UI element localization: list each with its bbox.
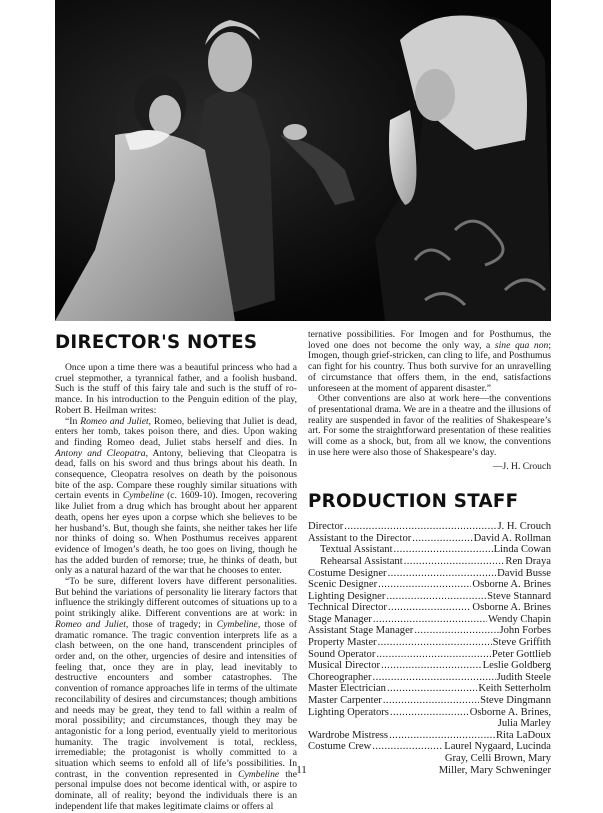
notes-paragraph: [308, 394, 551, 458]
staff-name: Keith Setterholm: [478, 683, 551, 695]
production-staff-heading: PRODUCTION STAFF: [308, 490, 519, 513]
signature: —J. H. Crouch: [492, 461, 551, 473]
leader-dots: [372, 741, 443, 753]
italic-title: Cymbeline: [216, 618, 258, 630]
staff-row: [308, 707, 551, 719]
staff-role: Stage Manager: [308, 613, 372, 625]
staff-row: [308, 730, 551, 742]
staff-row: [308, 614, 551, 626]
leader-dots: [373, 614, 487, 626]
staff-name: Ren Draya: [505, 555, 551, 567]
text-run: ; Imogen, though grief-stricken, can cling to life, and Posthumus can fight for his country. Thus both survive for an unravelling of circumstance that offers them, in the end, satisfactions unforeseen at the moment of apparent disaster.”: [308, 339, 551, 394]
staff-name: Steve Dingmann: [480, 695, 551, 707]
staff-name: J. H. Crouch: [497, 521, 551, 533]
leader-dots: [394, 544, 493, 556]
directors-notes-body: [55, 363, 297, 813]
leader-dots: [378, 579, 471, 591]
staff-role: Choreographer: [308, 671, 372, 683]
leader-dots: [376, 649, 490, 661]
staff-name: Judith Steele: [496, 671, 551, 683]
leader-dots: [387, 683, 477, 695]
staff-row: [308, 533, 551, 545]
text-run: , Antony, believing that Cleopatra is dead, falls on his sword and thus brings about his death. In consequence, Cleopatra resolves on death by the poisonous bite of the asp. Compare these roughly similar situations with certain events in: [55, 447, 297, 502]
leader-dots: [344, 521, 496, 533]
leader-dots: [414, 625, 498, 637]
staff-name: David A. Rollman: [473, 532, 551, 544]
staff-role: Sound Operator: [308, 648, 376, 660]
staff-name: Leslie Goldberg: [482, 660, 551, 672]
staff-row: [308, 602, 551, 614]
notes-paragraph: [55, 363, 297, 417]
text-run: ternative possibilities. For Imogen and for Posthumus, the loved one does not become the only way, a: [308, 329, 551, 351]
staff-name-continued: Gray, Celli Brown, Mary: [444, 753, 551, 765]
text-run: Other conventions are also at work here—the conventions of presentational drama. We are in a theatre and the illusions of reality are suspended in favor of the realities of Shakespeare’s art. For some the straightforward presentation of these realities will come as a shock, but, from all we know, the conventions in use here were also those of Shakespeare’s day.: [308, 393, 551, 458]
text-run: (c. 1609-10). Imogen, recovering like Juliet from a drug which has brought about her apparent death, opens her eyes upon a corpse which she believes to be her husband’s. But, though she faints, she neither takes her life nor thinks of doing so. When Posthumus receives apparent evidence of Imogen’s death, he too goes on living, though he has the added burden of remorse; true, he thinks of death, but only as a natural hazard of the war that he chooses to enter.: [55, 490, 297, 577]
staff-name: Rita LaDoux: [495, 729, 551, 741]
staff-name: Osborne A. Brines: [472, 602, 551, 614]
leader-dots: [412, 533, 472, 545]
italic-title: Romeo and Juliet: [55, 618, 126, 630]
italic-title: Romeo and Juliet: [80, 415, 149, 427]
text-run: “To be sure, different lovers have different personalities. But behind the variations of personality lie literary factors that influence the strikingly different outcomes of situations up to a point strikingly alike. Different conventions are at work: in: [55, 576, 297, 620]
staff-role: Technical Director: [308, 602, 387, 614]
staff-name: Steve Griffith: [492, 637, 551, 649]
staff-role: Rehearsal Assistant: [320, 555, 403, 567]
leader-dots: [388, 602, 471, 614]
staff-row: [308, 568, 551, 580]
staff-name: David Busse: [497, 567, 551, 579]
leader-dots: [388, 568, 497, 580]
italic-title: Antony and Cleopatra: [55, 447, 146, 459]
directors-notes-continued: [308, 330, 551, 458]
staff-role: Property Master: [308, 637, 377, 649]
staff-row: [308, 741, 551, 753]
staff-name: Laurel Nygaard, Lucinda: [444, 741, 551, 753]
staff-role: Costume Crew: [308, 741, 372, 753]
notes-paragraph: [55, 577, 297, 812]
staff-name-continued: Julia Marley: [497, 718, 551, 730]
staff-row: [308, 637, 551, 649]
production-photo: [55, 0, 551, 321]
text-run: the personal impulse does not become identical with, or aspire to dominate, all of reality; beyond the individuals there is an independent life that makes legitimate claims or offers al: [55, 768, 297, 812]
italic-title: sine qua non: [494, 339, 549, 351]
leader-dots: [390, 707, 469, 719]
staff-row: [308, 660, 551, 672]
staff-role: Musical Director: [308, 660, 381, 672]
staff-role: Wardrobe Mistress: [308, 729, 389, 741]
staff-row: [308, 579, 551, 591]
staff-role: Director: [308, 521, 344, 533]
staff-name: Wendy Chapin: [488, 613, 551, 625]
leader-dots: [386, 591, 486, 603]
text-run: , Romeo, believing that Juliet is dead, enters her tomb, takes poison there, and dies. Upon waking and finding Romeo dead, Juliet stabs herself and dies. In: [55, 415, 297, 448]
staff-role: Lighting Designer: [308, 590, 386, 602]
staff-row: [308, 544, 551, 556]
staff-row: [308, 521, 551, 533]
notes-paragraph: [308, 330, 551, 394]
man-face: [208, 32, 252, 92]
staff-role: Textual Assistant: [320, 544, 393, 556]
production-photo-illustration: [55, 0, 551, 321]
staff-row: [308, 556, 551, 568]
italic-title: Cymbeline: [122, 490, 164, 502]
directors-notes-column-left: [55, 330, 297, 813]
staff-role: Scenic Designer: [308, 579, 378, 591]
staff-row: [308, 625, 551, 637]
staff-role: Assistant to the Director: [308, 532, 412, 544]
leader-dots: [404, 556, 505, 568]
staff-name: Steve Stannard: [487, 590, 551, 602]
staff-row: [308, 649, 551, 661]
staff-name: Osborne A. Brines,: [469, 706, 551, 718]
staff-row: [308, 683, 551, 695]
staff-name: John Forbes: [499, 625, 551, 637]
staff-role: Costume Designer: [308, 567, 387, 579]
staff-name: Osborne A. Brines: [472, 579, 551, 591]
staff-name: Linda Cowan: [493, 544, 551, 556]
text-run: , those of tragedy; in: [125, 618, 217, 630]
notes-paragraph: [55, 417, 297, 578]
directors-notes-heading: DIRECTOR'S NOTES: [55, 331, 258, 353]
staff-role: Master Electrician: [308, 683, 386, 695]
pointing-hand: [283, 124, 307, 140]
leader-dots: [373, 672, 496, 684]
staff-name: Peter Gottlieb: [491, 648, 551, 660]
staff-name-continued: Miller, Mary Schweninger: [438, 764, 551, 776]
leader-dots: [383, 695, 479, 707]
italic-title: Cymbeline: [238, 768, 280, 780]
text-run: Once upon a time there was a beautiful princess who had a cruel stepmother, a tyrannical father, and a foolish husband. Such is the stuff of this fairy tale and such is the stuff of romance. In his introduction to the Penguin edition of the play, Robert B. Heilman writes:: [55, 362, 297, 416]
leader-dots: [381, 660, 482, 672]
right-column: [308, 330, 551, 776]
staff-row: [308, 695, 551, 707]
text-run: , those of dramatic romance. The tragic convention interprets life as a clash between, on the one hand, transcendent principles of order and, on the other, urgencies of desire and intensities of feeling that, once they are in play, lead inevitably to destructive encounters and somber catastrophes. The convention of romance approaches life in terms of the ultimate reconcilability of desires and circumstances; though ambitions and needs may be great, they tend to fall within a realm of moral possibility; and circumstances, though they may be antagonistic for a long period, eventually yield to meritorious humanity. The tragic involvement is total, reckless, irremediable; the protagonist is wholly committed to a situation which seems to enfold all of life’s possibilities. In contrast, in the convention represented in: [55, 618, 297, 780]
staff-row: [308, 672, 551, 684]
staff-role: Assistant Stage Manager: [308, 625, 414, 637]
production-staff-list: [308, 521, 551, 776]
staff-row: [308, 591, 551, 603]
leader-dots: [389, 730, 495, 742]
staff-role: Master Carpenter: [308, 695, 382, 707]
page-number: 11: [296, 764, 307, 776]
text-run: “In: [65, 415, 81, 427]
staff-role: Lighting Operators: [308, 706, 389, 718]
leader-dots: [378, 637, 492, 649]
woman-face: [149, 95, 181, 135]
